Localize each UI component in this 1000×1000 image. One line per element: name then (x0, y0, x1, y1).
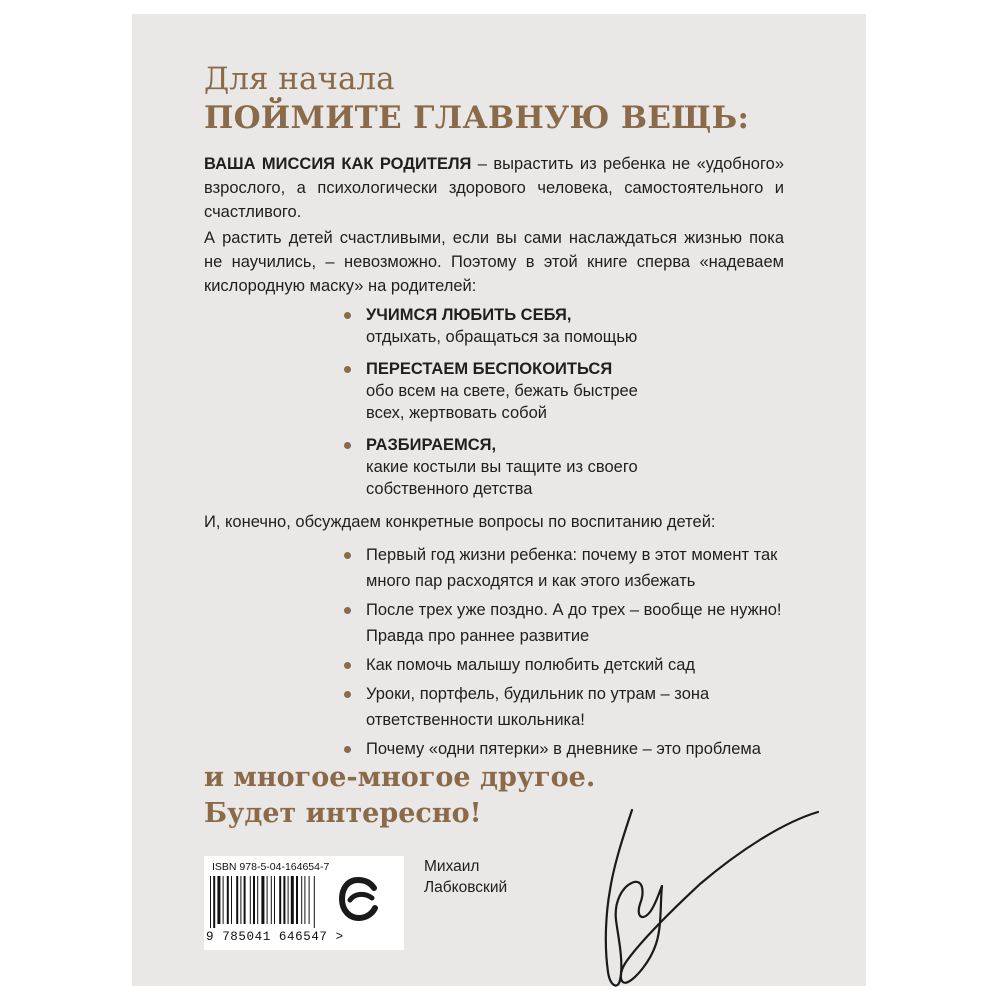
mission-paragraph (204, 152, 784, 224)
bullet-dot-icon (344, 607, 351, 614)
author-last-name: Лабковский (424, 879, 508, 896)
topic-text: Почему «одни пятерки» в дневнике – это проблема (366, 740, 761, 758)
parent-points-list (344, 304, 666, 510)
intro-heading (204, 60, 749, 138)
mission-lead: ВАША МИССИЯ КАК РОДИТЕЛЯ (204, 155, 472, 173)
list-item (344, 597, 826, 649)
list-item (344, 736, 826, 762)
point-sub: обо всем на свете, бежать быстрее всех, жертвовать собой (366, 382, 638, 422)
list-item (344, 434, 666, 500)
book-back-cover (132, 14, 866, 986)
topics-list (344, 542, 826, 765)
topics-intro: И, конечно, обсуждаем конкретные вопросы по воспитанию детей: (204, 513, 716, 531)
list-item (344, 304, 666, 348)
bullet-dot-icon (344, 662, 351, 669)
list-item (344, 681, 736, 733)
topic-text: После трех уже поздно. А до трех – вообще не нужно! Правда про раннее развитие (366, 601, 782, 645)
topic-text: Первый год жизни ребенка: почему в этот момент так много пар расходятся и как этого избежать (366, 546, 778, 590)
closing-line-2: Будет интересно! (204, 798, 482, 829)
author-signature (570, 794, 826, 994)
oxygen-mask-paragraph: А растить детей счастливыми, если вы сами наслаждаться жизнью пока не научились, – невозможно. Поэтому в этой книге сперва «надеваем кислородную маску» на родителей: (204, 229, 784, 295)
isbn-number: ISBN 978-5-04-164654-7 (212, 861, 330, 873)
bullet-dot-icon (344, 746, 351, 753)
mission-text: – вырастить из ребенка не «удобного» взрослого, а психологически здорового человека, самостоятельного и счастливого. (204, 155, 784, 221)
barcode-digits: 9 785041 646547 > (206, 930, 344, 944)
point-head: УЧИМСЯ ЛЮБИТЬ СЕБЯ, (366, 306, 572, 324)
list-item (344, 542, 806, 594)
point-head: ПЕРЕСТАЕМ БЕСПОКОИТЬСЯ (366, 360, 613, 378)
topic-text: Как помочь малышу полюбить детский сад (366, 656, 696, 674)
eksmo-logo-icon (338, 876, 382, 922)
author-first-name: Михаил (424, 858, 480, 875)
point-head: РАЗБИРАЕМСЯ, (366, 436, 497, 454)
intro-line-1: Для начала (204, 61, 395, 97)
topic-text: Уроки, портфель, будильник по утрам – зона ответственности школьника! (366, 685, 710, 729)
author-name (424, 856, 507, 898)
bullet-dot-icon (344, 552, 351, 559)
bullet-dot-icon (344, 691, 351, 698)
point-sub: какие костыли вы тащите из своего собственного детства (366, 458, 638, 498)
closing-line-1: и многое-многое другое. (204, 762, 596, 793)
bullet-dot-icon (344, 366, 351, 373)
bullet-dot-icon (344, 442, 351, 449)
bullet-dot-icon (344, 312, 351, 319)
closing-heading (204, 760, 595, 832)
list-item (344, 358, 666, 424)
point-sub: отдыхать, обращаться за помощью (366, 328, 638, 346)
barcode-bars (210, 876, 328, 928)
intro-line-2: ПОЙМИТЕ ГЛАВНУЮ ВЕЩЬ: (204, 100, 750, 136)
list-item (344, 652, 826, 678)
